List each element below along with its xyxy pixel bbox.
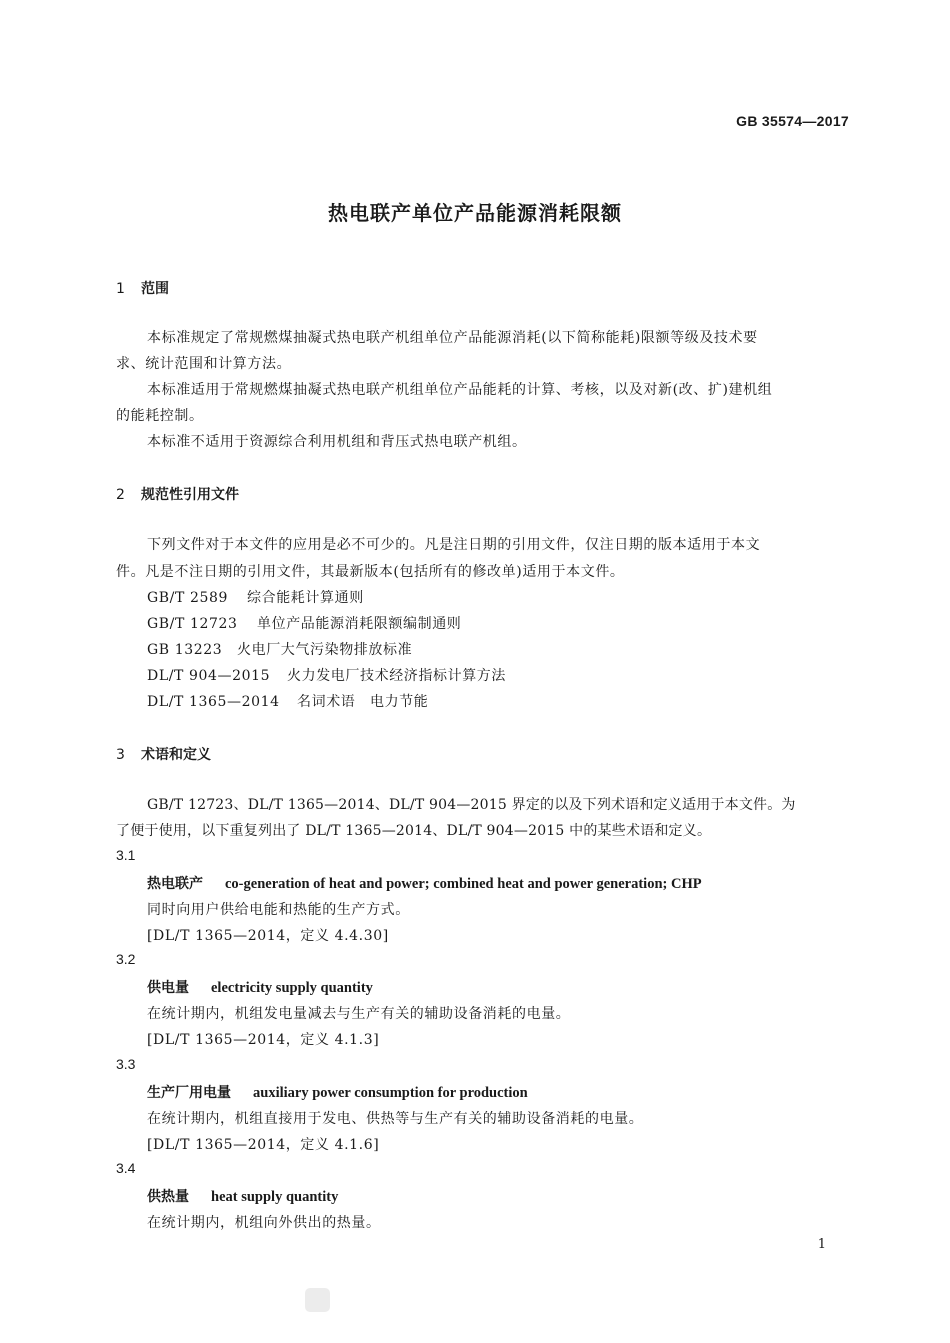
term-english: auxiliary power consumption for production bbox=[253, 1085, 528, 1101]
term-definition: 在统计期内，机组直接用于发电、供热等与生产有关的辅助设备消耗的电量。 bbox=[147, 1111, 644, 1127]
section-title: 规范性引用文件 bbox=[141, 487, 239, 503]
section-3-heading bbox=[116, 744, 211, 764]
reference-code: GB 13223 bbox=[147, 642, 223, 658]
term-source: [DL/T 1365—2014，定义 4.1.6] bbox=[147, 1137, 380, 1153]
reference-title: 火力发电厂技术经济指标计算方法 bbox=[287, 668, 506, 684]
reference-title: 单位产品能源消耗限额编制通则 bbox=[257, 616, 462, 632]
clause-number: 3.4 bbox=[116, 1160, 136, 1176]
term-heading bbox=[147, 1082, 528, 1102]
section-number: 3 bbox=[116, 747, 125, 763]
document-title: 热电联产单位产品能源消耗限额 bbox=[328, 201, 622, 225]
paragraph-line: 本标准不适用于资源综合利用机组和背压式热电联产机组。 bbox=[147, 434, 527, 450]
viewer-page-badge bbox=[305, 1288, 330, 1312]
paragraph-line: 求、统计范围和计算方法。 bbox=[116, 356, 292, 372]
term-english: heat supply quantity bbox=[211, 1189, 339, 1205]
paragraph-line: 本标准适用于常规燃煤抽凝式热电联产机组单位产品能耗的计算、考核，以及对新(改、扩)建机组 bbox=[147, 382, 773, 398]
reference-item bbox=[147, 639, 412, 659]
standard-number: GB 35574—2017 bbox=[736, 113, 849, 129]
reference-code: DL/T 1365—2014 bbox=[147, 694, 280, 710]
reference-item bbox=[147, 587, 364, 607]
paragraph-line: 了便于使用，以下重复列出了 DL/T 1365—2014、DL/T 904—2015 中的某些术语和定义。 bbox=[116, 823, 712, 839]
paragraph-line: 本标准规定了常规燃煤抽凝式热电联产机组单位产品能源消耗(以下简称能耗)限额等级及技术要 bbox=[147, 330, 758, 346]
paragraph-line: GB/T 12723、DL/T 1365—2014、DL/T 904—2015 界定的以及下列术语和定义适用于本文件。为 bbox=[147, 797, 796, 813]
term-chinese: 供热量 bbox=[147, 1189, 189, 1205]
paragraph-line: 下列文件对于本文件的应用是必不可少的。凡是注日期的引用文件，仅注日期的版本适用于本文 bbox=[147, 537, 761, 553]
term-english: co-generation of heat and power; combined heat and power generation; CHP bbox=[225, 876, 702, 892]
term-chinese: 生产厂用电量 bbox=[147, 1085, 231, 1101]
reference-code: GB/T 2589 bbox=[147, 590, 229, 606]
term-source: [DL/T 1365—2014，定义 4.1.3] bbox=[147, 1032, 380, 1048]
reference-title: 火电厂大气污染物排放标准 bbox=[237, 642, 413, 658]
section-number: 2 bbox=[116, 487, 125, 503]
reference-title: 名词术语 电力节能 bbox=[297, 694, 429, 710]
term-definition: 在统计期内，机组向外供出的热量。 bbox=[147, 1215, 381, 1231]
section-title: 范围 bbox=[141, 281, 169, 297]
section-number: 1 bbox=[116, 281, 125, 297]
section-1-heading bbox=[116, 278, 169, 298]
clause-number: 3.2 bbox=[116, 951, 136, 967]
term-chinese: 热电联产 bbox=[147, 876, 203, 892]
section-title: 术语和定义 bbox=[141, 747, 211, 763]
term-heading bbox=[147, 873, 702, 893]
page-number: 1 bbox=[817, 1237, 826, 1252]
clause-number: 3.1 bbox=[116, 847, 136, 863]
term-chinese: 供电量 bbox=[147, 980, 189, 996]
reference-item bbox=[147, 691, 428, 711]
term-definition: 在统计期内，机组发电量减去与生产有关的辅助设备消耗的电量。 bbox=[147, 1006, 571, 1022]
term-english: electricity supply quantity bbox=[211, 980, 373, 996]
term-heading bbox=[147, 1186, 338, 1206]
reference-code: GB/T 12723 bbox=[147, 616, 238, 632]
term-definition: 同时向用户供给电能和热能的生产方式。 bbox=[147, 902, 410, 918]
paragraph-line: 件。凡是不注日期的引用文件，其最新版本(包括所有的修改单)适用于本文件。 bbox=[116, 564, 625, 580]
paragraph-line: 的能耗控制。 bbox=[116, 408, 204, 424]
reference-title: 综合能耗计算通则 bbox=[247, 590, 364, 606]
reference-item bbox=[147, 613, 461, 633]
term-source: [DL/T 1365—2014，定义 4.4.30] bbox=[147, 928, 389, 944]
section-2-heading bbox=[116, 484, 239, 504]
reference-code: DL/T 904—2015 bbox=[147, 668, 271, 684]
reference-item bbox=[147, 665, 506, 685]
clause-number: 3.3 bbox=[116, 1056, 136, 1072]
term-heading bbox=[147, 977, 373, 997]
